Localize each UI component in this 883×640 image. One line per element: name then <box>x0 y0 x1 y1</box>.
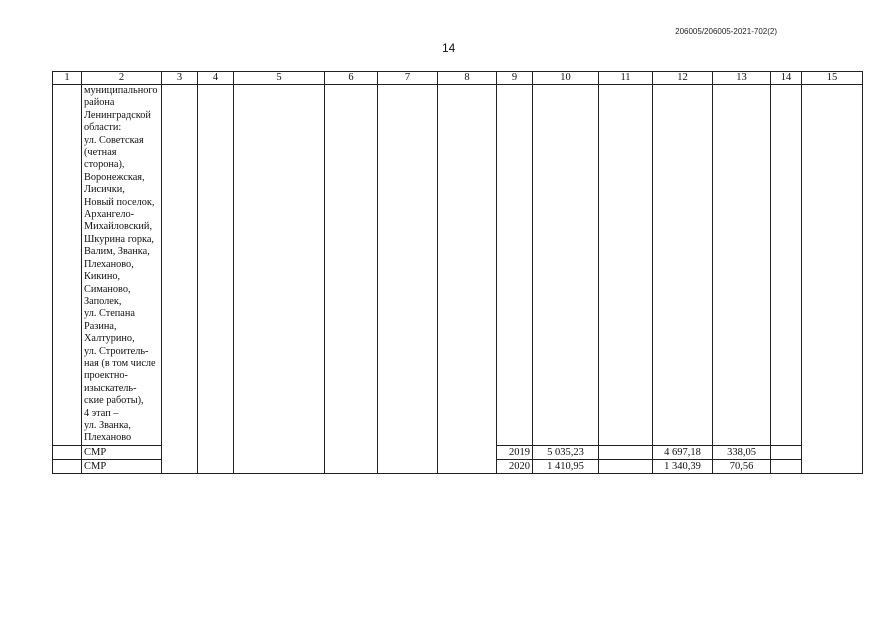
table-row <box>53 85 863 446</box>
description-line: Ленинградской <box>84 109 151 121</box>
col-header: 4 <box>198 72 234 85</box>
col-header: 3 <box>162 72 198 85</box>
description-line: Кикино, <box>84 271 121 283</box>
description-line: 4 этап – <box>84 407 119 419</box>
col-header: 2 <box>82 72 162 85</box>
description-line: Валим, Званка, <box>84 246 150 258</box>
year-cell: 2020 <box>497 460 533 474</box>
col-header: 7 <box>378 72 438 85</box>
col-header: 13 <box>713 72 771 85</box>
description-line: Плеханово, <box>84 258 134 270</box>
description-line: области: <box>84 122 122 134</box>
description-line: ул. Степана <box>84 308 135 320</box>
value-cell <box>599 460 653 474</box>
col-header: 15 <box>802 72 863 85</box>
description-line: ная (в том числе <box>84 357 156 369</box>
value-cell: 1 410,95 <box>533 460 599 474</box>
work-type-cell: СМР <box>82 446 162 460</box>
data-table <box>52 71 863 474</box>
description-line: ские работы), <box>84 395 144 407</box>
description-line: ул. Советская <box>84 134 144 146</box>
description-line: Новый поселок, <box>84 196 155 208</box>
col-header: 9 <box>497 72 533 85</box>
description-line: муниципального <box>84 85 158 96</box>
col-header: 10 <box>533 72 599 85</box>
description-line: ул. Строитель- <box>84 345 149 357</box>
document-id: 206005/206005-2021-702(2) <box>675 27 777 36</box>
value-cell: 338,05 <box>713 446 771 460</box>
description-line: района <box>84 97 115 109</box>
col-header: 6 <box>325 72 378 85</box>
work-type-cell: СМР <box>82 460 162 474</box>
col-header: 8 <box>438 72 497 85</box>
description-line: Воронежская, <box>84 171 145 183</box>
header-row <box>53 72 863 85</box>
description-line: Разина, <box>84 320 117 332</box>
col-header: 11 <box>599 72 653 85</box>
description-line: Лисички, <box>84 184 125 196</box>
object-description <box>82 85 162 446</box>
value-cell <box>771 446 802 460</box>
year-cell: 2019 <box>497 446 533 460</box>
value-cell <box>771 460 802 474</box>
value-cell <box>599 446 653 460</box>
description-line: проектно- <box>84 370 128 382</box>
description-line: Симаново, <box>84 283 131 295</box>
description-line: Халтурино, <box>84 333 135 345</box>
description-line: Плеханово <box>84 432 132 444</box>
value-cell: 1 340,39 <box>653 460 713 474</box>
value-cell: 4 697,18 <box>653 446 713 460</box>
description-line: Архангело- <box>84 209 135 221</box>
col-header: 5 <box>234 72 325 85</box>
description-line: Михайловский, <box>84 221 153 233</box>
description-line: ул. Званка, <box>84 419 131 431</box>
col-header: 14 <box>771 72 802 85</box>
value-cell: 70,56 <box>713 460 771 474</box>
description-line: сторона), <box>84 159 125 171</box>
col-header: 12 <box>653 72 713 85</box>
description-line: изыскатель- <box>84 382 137 394</box>
page-number: 14 <box>442 41 456 55</box>
description-line: Шкурина горка, <box>84 233 154 245</box>
description-line: Заполек, <box>84 295 122 307</box>
value-cell: 5 035,23 <box>533 446 599 460</box>
description-line: (четная <box>84 147 117 159</box>
col-header: 1 <box>53 72 82 85</box>
